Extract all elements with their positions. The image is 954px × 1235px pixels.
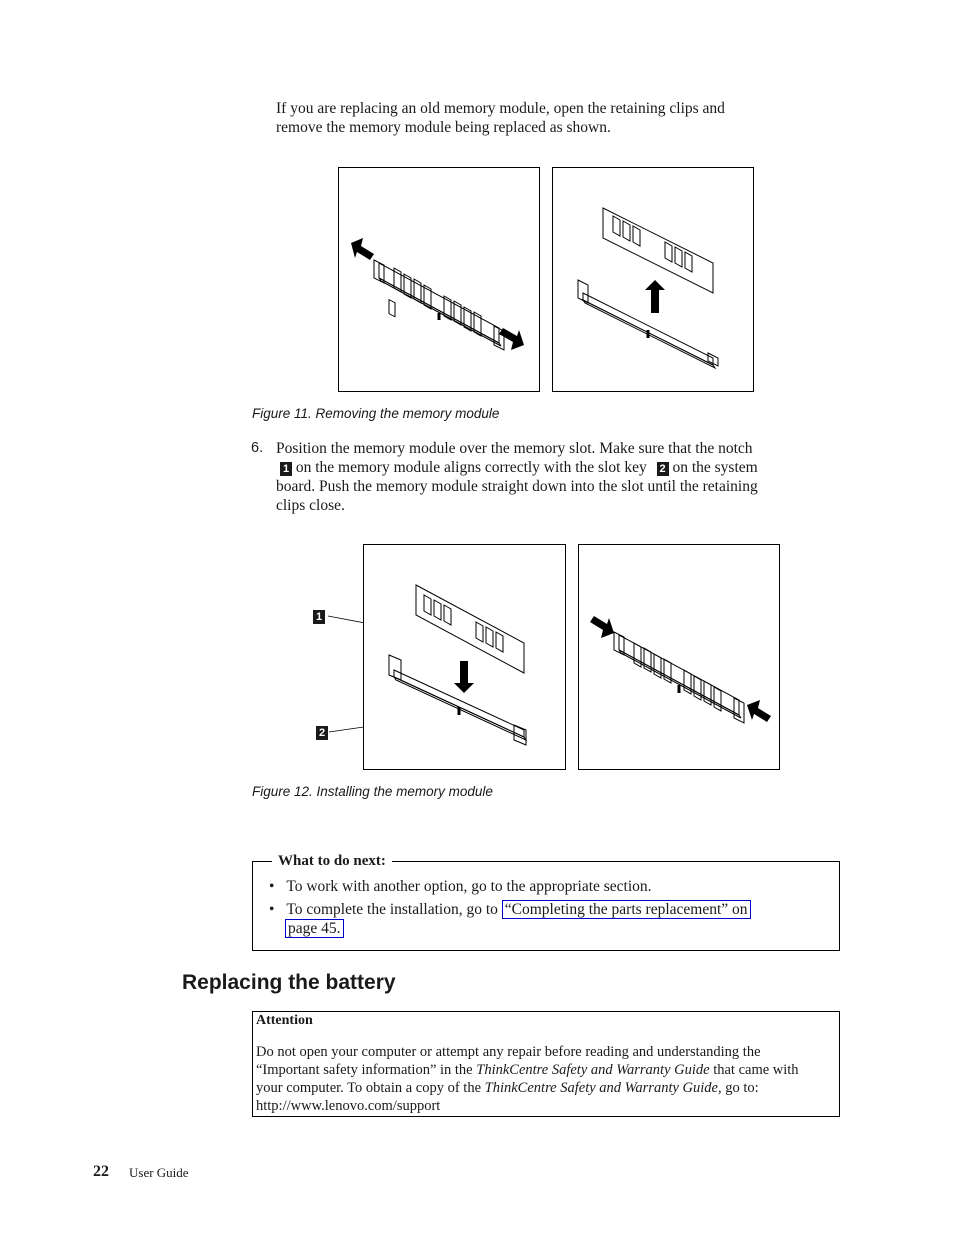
bullet-2: • [269, 901, 275, 918]
step6-line-4: clips close. [276, 497, 345, 514]
figure11-panel-left [338, 167, 540, 392]
attention-line-1: Do not open your computer or attempt any repair before reading and understanding the [256, 1044, 761, 1060]
attention-line-3b: , go to: [717, 1080, 759, 1096]
next-item-2-text: To complete the installation, go to [286, 901, 498, 918]
figure12-callout-2: 2 [316, 726, 328, 740]
page-45-link[interactable]: page 45. [285, 919, 344, 938]
completing-parts-link[interactable]: “Completing the parts replacement” on [502, 900, 751, 919]
page-number: 22 [93, 1163, 109, 1180]
attention-support-url: http://www.lenovo.com/support [256, 1098, 441, 1114]
memory-module-seated-illustration [579, 545, 779, 769]
section-title: Replacing the battery [182, 971, 396, 994]
bullet-1: • [269, 878, 275, 895]
step6-line-1: Position the memory module over the memory slot. Make sure that the notch [276, 440, 753, 457]
next-item-2 [269, 900, 751, 919]
step6-line-2 [276, 458, 841, 477]
figure12-callout-1: 1 [313, 610, 325, 624]
attention-line-2b: that came with [713, 1062, 799, 1078]
attention-text [256, 1043, 799, 1115]
attention-guide-title-1: ThinkCentre Safety and Warranty Guide [476, 1062, 710, 1078]
what-to-do-next-title: What to do next: [272, 853, 392, 870]
step6-paragraph [276, 439, 841, 515]
attention-line-3a: your computer. To obtain a copy of the [256, 1080, 482, 1096]
figure12-caption: Figure 12. Installing the memory module [252, 784, 493, 799]
intro-line-1: If you are replacing an old memory module, open the retaining clips and [276, 100, 725, 117]
attention-guide-title-2: ThinkCentre Safety and Warranty Guide [484, 1080, 718, 1096]
step-number: 6. [251, 440, 264, 456]
figure12-panel-left [363, 544, 566, 770]
intro-paragraph [276, 99, 725, 137]
callout-slot-key: 2 [657, 462, 669, 476]
figure11-caption: Figure 11. Removing the memory module [252, 406, 500, 421]
memory-module-insert-illustration [364, 545, 565, 769]
step6-line-3: board. Push the memory module straight down into the slot until the retaining [276, 478, 758, 495]
step6-line-2a: on the memory module aligns correctly with the slot key [295, 459, 647, 476]
memory-module-lifted-illustration [553, 168, 753, 391]
memory-module-removal-illustration [339, 168, 539, 391]
next-item-1 [269, 877, 652, 896]
next-item-1-text: To work with another option, go to the appropriate section. [286, 878, 652, 895]
intro-line-2: remove the memory module being replaced as shown. [276, 119, 611, 136]
attention-title: Attention [256, 1013, 313, 1028]
callout-notch: 1 [280, 462, 292, 476]
attention-line-2 [256, 1061, 799, 1079]
footer-title: User Guide [129, 1165, 189, 1180]
attention-line-3 [256, 1079, 799, 1097]
attention-line-2a: “Important safety information” in the [256, 1062, 473, 1078]
step6-line-2b: on the system [672, 459, 758, 476]
figure12-panel-right [578, 544, 780, 770]
figure11-panel-right [552, 167, 754, 392]
next-item-2-continued [285, 919, 344, 938]
